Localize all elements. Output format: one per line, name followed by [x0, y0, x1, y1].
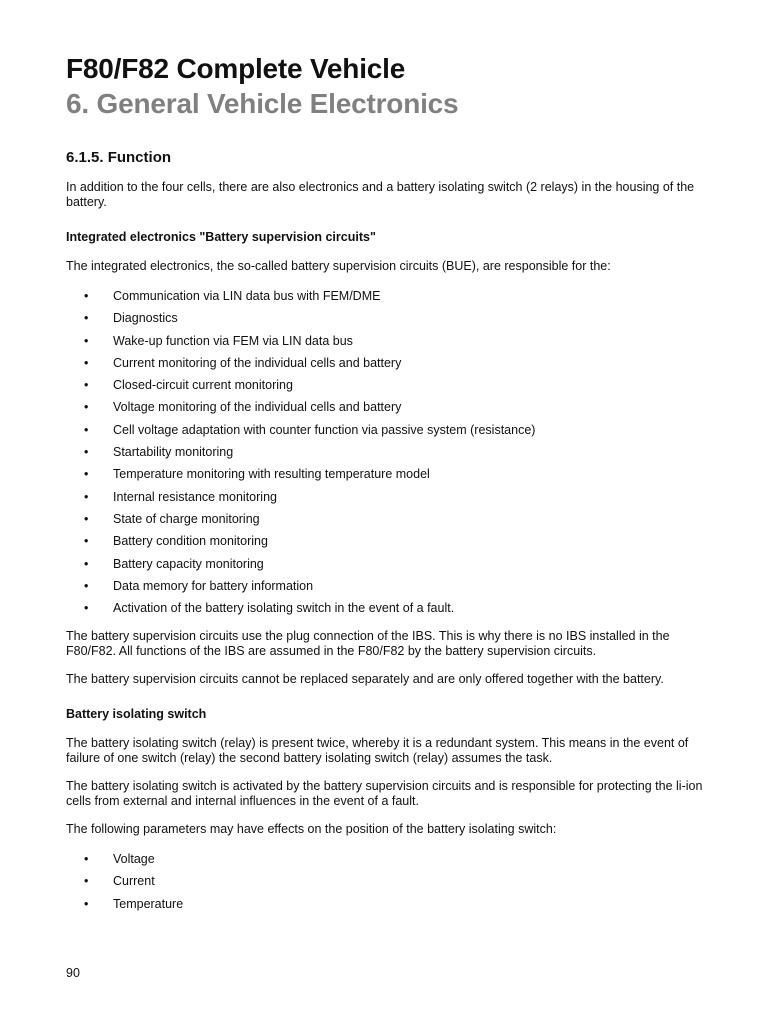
bullet-icon: • [84, 355, 89, 370]
list-item: • Diagnostics [84, 311, 178, 326]
bue-paragraph-replacement: The battery supervision circuits cannot be replaced separately and are only offered together with the battery. [66, 672, 664, 687]
list-item: • State of charge monitoring [84, 511, 260, 526]
bullet-icon: • [84, 289, 89, 303]
list-item: • Internal resistance monitoring [84, 489, 277, 504]
bue-paragraph-ibs: The battery supervision circuits use the plug connection of the IBS. This is why there is no IBS installed in the F80/F82. All functions of the IBS are assumed in the F80/F82 by the battery supervision circuits. [66, 629, 670, 659]
bullet-icon: • [84, 578, 89, 593]
isolating-switch-parameter-list [66, 852, 706, 912]
document-page [66, 52, 706, 919]
bullet-icon: • [84, 400, 89, 415]
bue-responsibility-list [66, 289, 706, 616]
isolating-switch-paragraph-redundancy: The battery isolating switch (relay) is present twice, whereby it is a redundant system. This means in the event of failure of one switch (relay) the second battery isolating switch (relay) assumes the task. [66, 736, 689, 766]
isolating-switch-heading: Battery isolating switch [66, 707, 207, 722]
list-item: • Communication via LIN data bus with FEM/DME [84, 289, 381, 303]
list-item: • Battery capacity monitoring [84, 556, 264, 571]
list-item: • Closed-circuit current monitoring [84, 378, 293, 393]
bue-heading: Integrated electronics "Battery supervision circuits" [66, 230, 376, 244]
list-item: • Voltage monitoring of the individual cells and battery [84, 400, 402, 415]
list-item: • Wake-up function via FEM via LIN data bus [84, 333, 353, 348]
bullet-icon: • [84, 534, 89, 549]
section-heading: 6.1.5. Function [66, 149, 172, 166]
bullet-icon: • [84, 874, 89, 889]
bullet-icon: • [84, 422, 89, 437]
bullet-icon: • [84, 896, 89, 911]
list-item: • Activation of the battery isolating switch in the event of a fault. [84, 601, 455, 616]
isolating-switch-paragraph-activation: The battery isolating switch is activated by the battery supervision circuits and is responsible for protecting the li-ion cells from external and internal influences in the event of a fault. [66, 779, 703, 809]
page-number: 90 [66, 966, 80, 980]
bullet-icon: • [84, 852, 89, 867]
bullet-icon: • [84, 511, 89, 526]
list-item: • Startability monitoring [84, 445, 234, 460]
list-item: • Current monitoring of the individual cells and battery [84, 355, 402, 370]
list-item: • Cell voltage adaptation with counter function via passive system (resistance) [84, 422, 536, 437]
bullet-icon: • [84, 556, 89, 571]
bue-lead-paragraph: The integrated electronics, the so-called battery supervision circuits (BUE), are responsible for the: [66, 259, 611, 273]
list-item: • Temperature [84, 896, 184, 911]
bullet-icon: • [84, 489, 89, 504]
list-item: • Voltage [84, 852, 155, 867]
list-item: • Current [84, 874, 155, 889]
list-item: • Battery condition monitoring [84, 534, 268, 549]
bullet-icon: • [84, 601, 89, 616]
list-item: • Temperature monitoring with resulting temperature model [84, 467, 430, 482]
intro-paragraph: In addition to the four cells, there are also electronics and a battery isolating switch (2 relays) in the housing of the battery. [66, 180, 695, 209]
bullet-icon: • [84, 378, 89, 393]
isolating-switch-lead-paragraph: The following parameters may have effects on the position of the battery isolating switch: [66, 822, 557, 837]
bullet-icon: • [84, 445, 89, 460]
chapter-title: 6. General Vehicle Electronics [66, 88, 459, 119]
bullet-icon: • [84, 311, 89, 326]
list-item: • Data memory for battery information [84, 578, 314, 593]
bullet-icon: • [84, 467, 89, 482]
bullet-icon: • [84, 333, 89, 348]
document-title: F80/F82 Complete Vehicle [66, 53, 406, 84]
